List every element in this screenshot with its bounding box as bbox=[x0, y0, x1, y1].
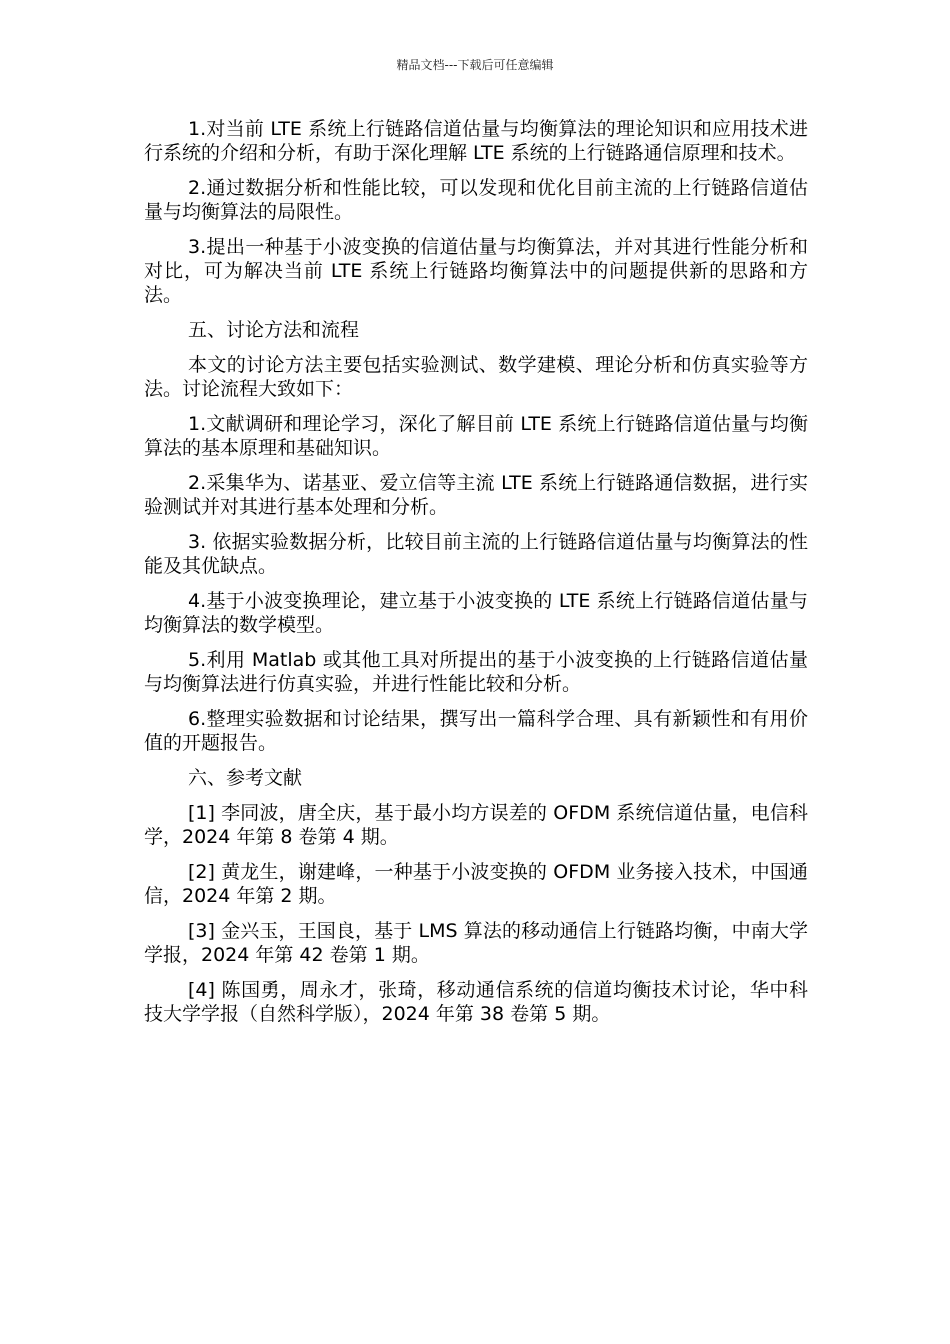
method-step-1: 1.文献调研和理论学习，深化了解目前 LTE 系统上行链路信道估量与均衡算法的基本原理和基础知识。 bbox=[144, 413, 808, 459]
method-step-4: 4.基于小波变换理论，建立基于小波变换的 LTE 系统上行链路信道估量与均衡算法的数学模型。 bbox=[144, 590, 808, 636]
section-heading-methods: 五、讨论方法和流程 bbox=[188, 319, 360, 341]
method-step-3: 3. 依据实验数据分析，比较目前主流的上行链路信道估量与均衡算法的性能及其优缺点。 bbox=[144, 531, 808, 577]
goal-item-2: 2.通过数据分析和性能比较，可以发现和优化目前主流的上行链路信道估量与均衡算法的局限性。 bbox=[144, 177, 808, 223]
method-step-6: 6.整理实验数据和讨论结果，撰写出一篇科学合理、具有新颖性和有用价值的开题报告。 bbox=[144, 708, 808, 754]
method-step-5: 5.利用 Matlab 或其他工具对所提出的基于小波变换的上行链路信道估量与均衡算法进行仿真实验，并进行性能比较和分析。 bbox=[144, 649, 808, 695]
reference-item-3: [3] 金兴玉，王国良，基于 LMS 算法的移动通信上行链路均衡，中南大学学报，2024 年第 42 卷第 1 期。 bbox=[144, 920, 808, 966]
goal-item-3: 3.提出一种基于小波变换的信道估量与均衡算法，并对其进行性能分析和对比，可为解决当前 LTE 系统上行链路均衡算法中的问题提供新的思路和方法。 bbox=[144, 236, 808, 306]
section-heading-references: 六、参考文献 bbox=[188, 767, 303, 789]
reference-item-1: [1] 李同波，唐全庆，基于最小均方误差的 OFDM 系统信道估量，电信科学，2024 年第 8 卷第 4 期。 bbox=[144, 802, 808, 848]
reference-item-2: [2] 黄龙生，谢建峰，一种基于小波变换的 OFDM 业务接入技术，中国通信，2024 年第 2 期。 bbox=[144, 861, 808, 907]
method-step-2: 2.采集华为、诺基亚、爱立信等主流 LTE 系统上行链路通信数据，进行实验测试并对其进行基本处理和分析。 bbox=[144, 472, 808, 518]
reference-item-4: [4] 陈国勇，周永才，张琦，移动通信系统的信道均衡技术讨论，华中科技大学学报（自然科学版），2024 年第 38 卷第 5 期。 bbox=[144, 979, 808, 1025]
goal-item-1: 1.对当前 LTE 系统上行链路信道估量与均衡算法的理论知识和应用技术进行系统的介绍和分析，有助于深化理解 LTE 系统的上行链路通信原理和技术。 bbox=[144, 118, 808, 164]
page-header: 精品文档---下载后可任意编辑 bbox=[396, 58, 554, 72]
methods-intro: 本文的讨论方法主要包括实验测试、数学建模、理论分析和仿真实验等方法。讨论流程大致如下： bbox=[144, 354, 808, 400]
document-body bbox=[144, 117, 808, 1037]
